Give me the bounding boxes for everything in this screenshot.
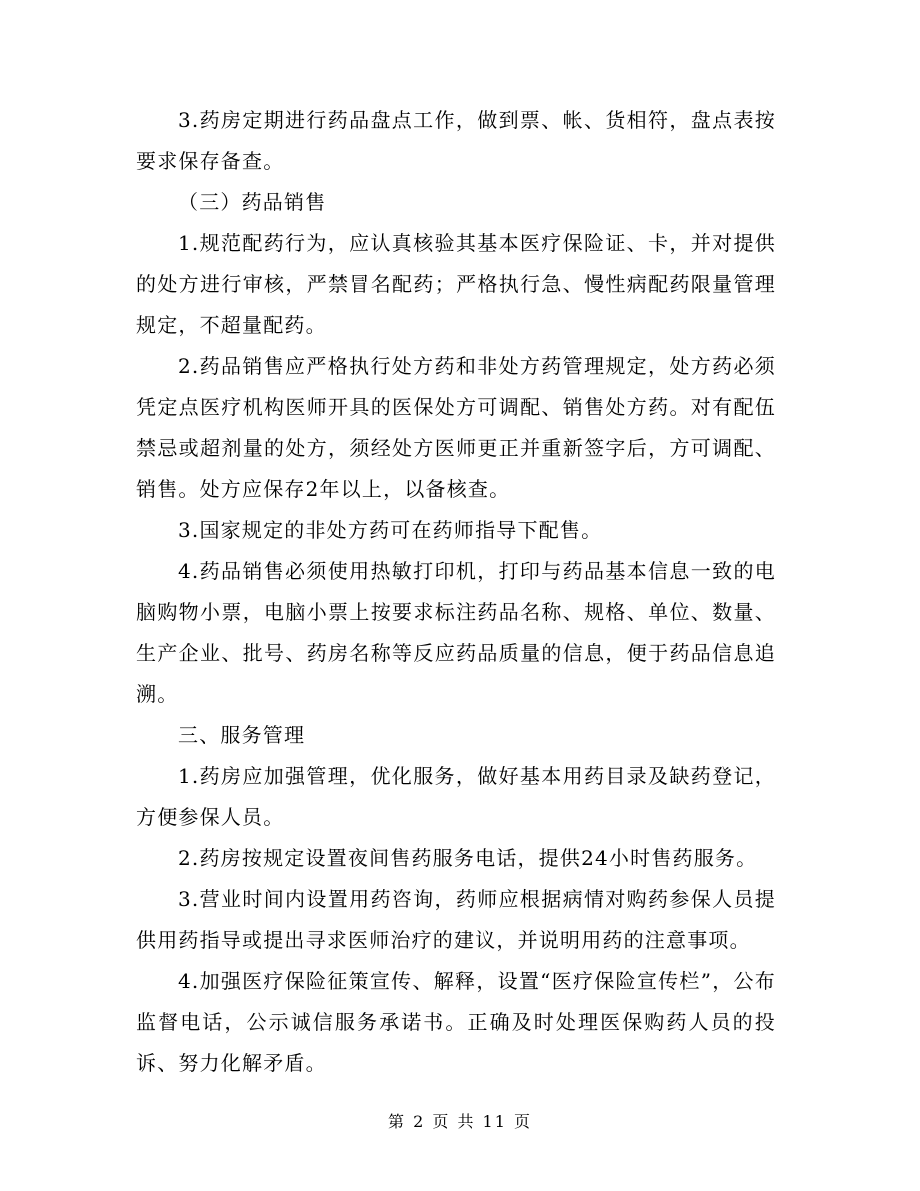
document-body (136, 100, 776, 1084)
paragraph-policy-publicity: 4.加强医疗保险征策宣传、解释，设置“医疗保险宣传栏”，公布监督电话，公示诚信服务承诺书。正确及时处理医保购药人员的投诉、努力化解矛盾。 (136, 969, 776, 1075)
paragraph-prescription-rules: 2.药品销售应严格执行处方药和非处方药管理规定，处方药必须凭定点医疗机构医师开具的医保处方可调配、销售处方药。对有配伍禁忌或超剂量的处方，须经处方医师更正并重新签字后，方可调配、销售。处方应保存2年以上，以备核查。 (136, 354, 776, 501)
paragraph-service-optimization: 1.药房应加强管理，优化服务，做好基本用药目录及缺药登记，方便参保人员。 (136, 764, 776, 829)
paragraph-otc-sales: 3.国家规定的非处方药可在药师指导下配售。 (178, 518, 603, 542)
paragraph-dispensing-rules: 1.规范配药行为，应认真核验其基本医疗保险证、卡，并对提供的处方进行审核，严禁冒名配药；严格执行急、慢性病配药限量管理规定，不超量配药。 (136, 231, 776, 337)
section-heading-service-management: 三、服务管理 (178, 723, 306, 747)
paragraph-receipt-printing: 4.药品销售必须使用热敏打印机，打印与药品基本信息一致的电脑购物小票，电脑小票上按要求标注药品名称、规格、单位、数量、生产企业、批号、药房名称等反应药品质量的信息，便于药品信息追溯。 (136, 559, 776, 706)
page-number-footer: 第 2 页 共 11 页 (388, 1112, 532, 1131)
paragraph-inventory-check: 3.药房定期进行药品盘点工作，做到票、帐、货相符，盘点表按要求保存备查。 (136, 108, 776, 173)
section-heading-drug-sales: （三）药品销售 (178, 190, 327, 214)
paragraph-night-service: 2.药房按规定设置夜间售药服务电话，提供24小时售药服务。 (178, 846, 758, 870)
paragraph-medication-consulting: 3.营业时间内设置用药咨询，药师应根据病情对购药参保人员提供用药指导或提出寻求医师治疗的建议，并说明用药的注意事项。 (136, 887, 776, 952)
